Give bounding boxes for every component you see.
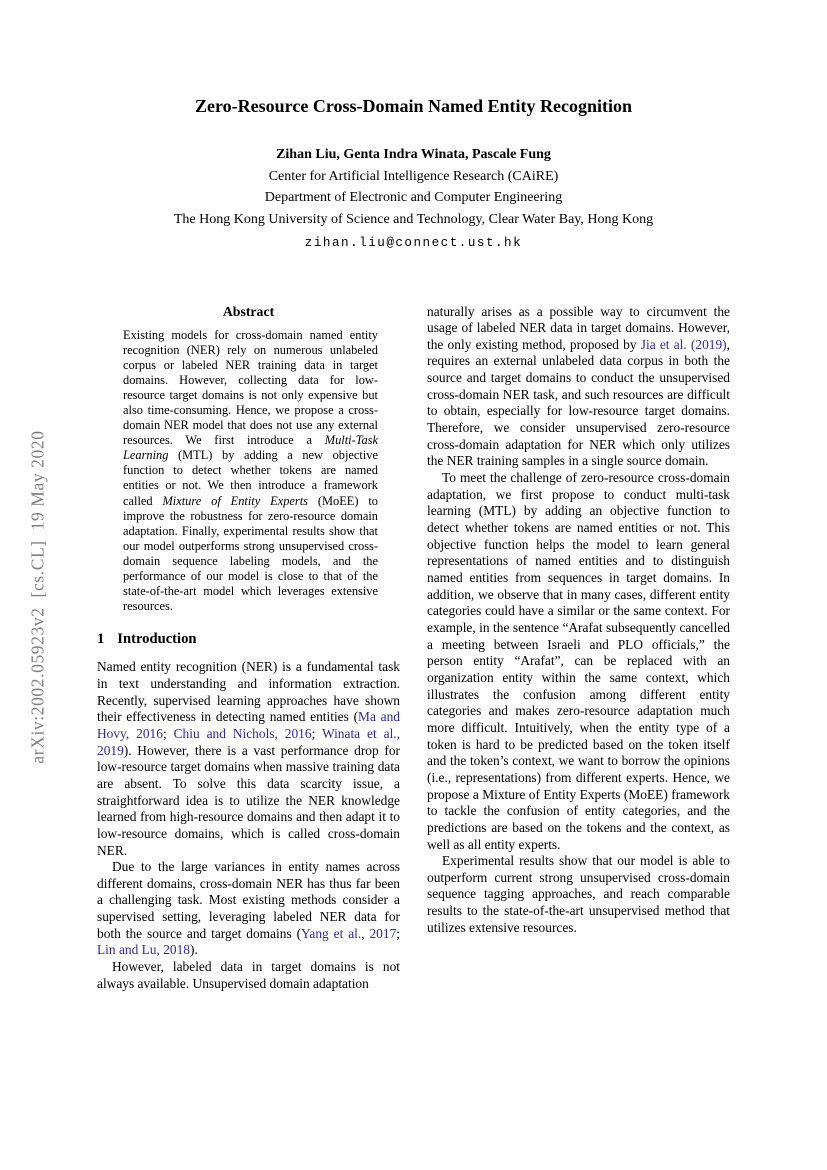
citation-link[interactable]: Yang et al., 2017 (301, 925, 397, 941)
intro-paragraph-3 (97, 959, 400, 992)
italic-term: Mixture of Entity Experts (162, 493, 308, 508)
text-run: , requires an external unlabeled data corpus in both the source and target domains to conduct the unsupervised cross-domain NER task, and such resources are difficult to obtain, especially for low-resource target domains. Therefore, we consider unsupervised zero-resource cross-domain adaptation for NER which only utilizes the NER training samples in a single source domain. (427, 336, 730, 469)
right-paragraph-2 (427, 470, 730, 853)
author-email: zihan.liu@connect.ust.hk (304, 235, 523, 250)
text-run: ). (189, 942, 198, 958)
text-run: ; (162, 725, 174, 741)
affiliation-line-2: Department of Electronic and Computer Engineering (264, 190, 563, 205)
text-run: However, labeled data in target domains is not always available. Unsupervised domain adaptation (97, 959, 400, 991)
left-column (97, 304, 400, 993)
text-run: To meet the challenge of zero-resource cross-domain adaptation, we first propose to conduct multi-task learning (MTL) by adding an objective function to detect whether tokens are named entities or not. This objective function helps the model to learn general representations of named entities and to distinguish named entities from sequences in target domains. In addition, we observe that in many cases, different entity categories could have a similar or the same context. For example, in the sentence “Arafat subsequently cancelled a meeting between Israeli and PLO officials,” the person entity “Arafat”, can be replaced with an organization entity within the same context, which illustrates the confusion among different entity categories and makes zero-resource adaptation much more difficult. Intuitively, when the entity type of a token is hard to be predicted based on the token itself and the token’s context, we want to borrow the opinions (i.e., representations) from different experts. Hence, we propose a Mixture of Entity Experts (MoEE) framework to tackle the confusion of entity categories, and the predictions are based on the tokens and the context, as well as all entity experts. (427, 470, 730, 852)
affiliation-line-1: Center for Artificial Intelligence Research (CAiRE) (268, 168, 559, 184)
arxiv-watermark: arXiv:2002.05923v2 [cs.CL] 19 May 2020 (27, 430, 48, 764)
intro-paragraph-1 (97, 659, 400, 859)
intro-paragraph-2 (97, 859, 400, 959)
text-run: Experimental results show that our model is able to outperform current strong unsupervised cross-domain sequence tagging approaches, and reach comparable results to the state-of-the-art unsupervised method that utilizes extensive resources. (427, 853, 730, 935)
text-run: ). However, there is a vast performance drop for low-resource target domains when massive training data are absent. To solve this data scarcity issue, a straightforward idea is to utilize the NER knowledge learned from high-resource domains and then adapt it to low-resource domains, which is called cross-domain NER. (97, 742, 400, 858)
citation-link[interactable]: Lin and Lu, 2018 (97, 942, 190, 958)
citation-link[interactable]: Ma and Hovy, 2016 (97, 709, 400, 741)
section-title: Introduction (117, 631, 197, 648)
abstract-heading: Abstract (222, 303, 275, 319)
right-paragraph-3 (427, 853, 730, 936)
text-run: Due to the large variances in entity names across different domains, cross-domain NER has thus far been a challenging task. Most existing methods consider a supervised setting, leveraging labeled NER data for both the source and target domains ( (97, 859, 400, 941)
section-heading-introduction (97, 631, 400, 648)
text-run: naturally arises as a possible way to circumvent the usage of labeled NER data in target domains. However, the only existing method, proposed by (427, 303, 730, 352)
text-run: (MTL) by adding a new objective function to detect whether tokens are named entities or not. We then introduce a framework called (123, 448, 378, 508)
citation-link[interactable]: Jia et al. (2019) (640, 336, 727, 352)
citation-link[interactable]: Chiu and Nichols, 2016 (173, 725, 312, 741)
text-run: (MoEE) to improve the robustness for zero-resource domain adaptation. Finally, experimental results show that our model outperforms strong unsupervised cross-domain sequence labeling models, and the performance of our model is close to that of the state-of-the-art model which leverages extensive resources. (123, 493, 378, 614)
abstract-paragraph (123, 328, 378, 615)
text-run: ; (311, 725, 322, 741)
citation-link[interactable]: Winata et al., 2019 (97, 725, 400, 758)
authors-line: Zihan Liu, Genta Indra Winata, Pascale Fung (276, 147, 551, 162)
text-run: ; (396, 925, 401, 941)
text-run: Existing models for cross-domain named entity recognition (NER) rely on numerous unlabeled corpus or labeled NER training data in target domains. However, collecting data for low-resource target domains is not only expensive but also time-consuming. Hence, we propose a cross-domain NER model that does not use any external resources. We first introduce a (123, 327, 378, 448)
right-paragraph-1 (427, 304, 730, 471)
affiliation-line-3: The Hong Kong University of Science and Technology, Clear Water Bay, Hong Kong (173, 211, 654, 227)
paper-title: Zero-Resource Cross-Domain Named Entity Recognition (195, 96, 632, 116)
right-column (427, 304, 730, 993)
text-run: Named entity recognition (NER) is a fundamental task in text understanding and information extraction. Recently, supervised learning approaches have shown their effectiveness in detecting named entities ( (97, 659, 400, 725)
italic-term: Multi-Task Learning (123, 433, 378, 463)
two-column-body (97, 304, 730, 993)
section-number: 1 (97, 631, 105, 648)
